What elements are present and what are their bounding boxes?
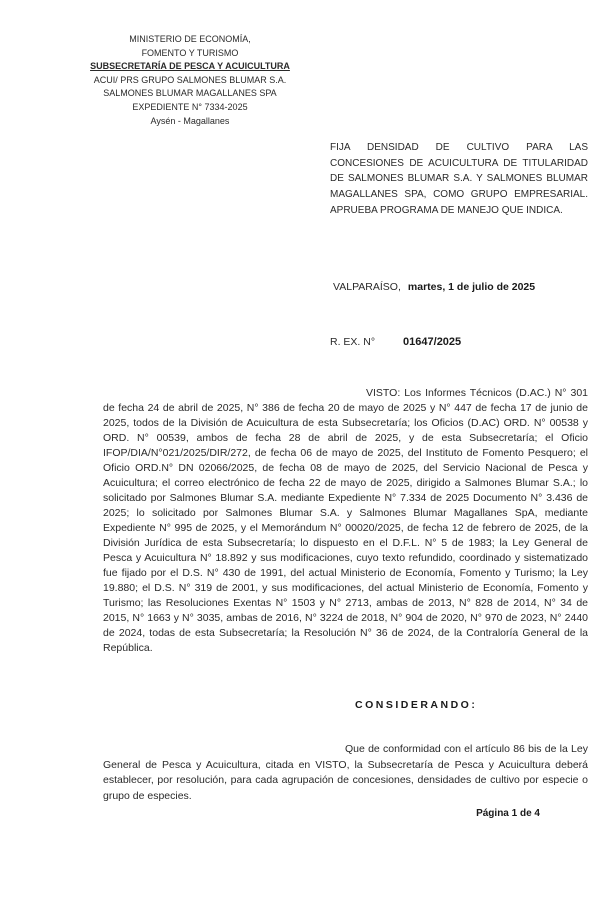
ministry-line-2: FOMENTO Y TURISMO [141,47,239,58]
resolution-subject: FIJA DENSIDAD DE CULTIVO PARA LAS CONCESIONES DE ACUICULTURA DE TITULARIDAD DE SALMONES BLUMAR S.A. Y SALMONES BLUMAR MAGALLANES SPA, COMO GRUPO EMPRESARIAL. APRUEBA PROGRAMA DE MANEJO QUE INDICA. [330,142,588,216]
subsecretaria-line: SUBSECRETARÍA DE PESCA Y ACUICULTURA [90,61,290,72]
place-label: VALPARAÍSO, [333,281,401,293]
dateline [333,281,535,293]
acui-group-line: ACUI/ PRS GRUPO SALMONES BLUMAR S.A. [93,74,287,85]
date-value: martes, 1 de julio de 2025 [407,281,536,293]
resolution-number-line [330,336,461,348]
expediente-line: EXPEDIENTE N° 7334-2025 [132,101,248,112]
company-line: SALMONES BLUMAR MAGALLANES SPA [103,88,277,99]
ministry-line: MINISTERIO DE ECONOMÍA, [129,34,251,44]
resolution-number: 01647/2025 [403,336,462,348]
visto-paragraph: VISTO: Los Informes Técnicos (D.AC.) N° 301 de fecha 24 de abril de 2025, N° 386 de fecha 20 de mayo de 2025 y N° 447 de fecha 17 de junio de 2025, todos de la División de Acuicultura de esta Subsecretaría; los Oficios (D.AC) ORD. N° 00538 y ORD. N° 00539, ambos de fecha 28 de abril de 2025, y de esta Subsecretaría; el Oficio IFOP/DIA/N°021/2025/DIR/272, de fecha 06 de mayo de 2025, del Instituto de Fomento Pesquero; el Oficio ORD.N° DN 02066/2025, de fecha 08 de mayo de 2025, del Servicio Nacional de Pesca y Acuicultura; el correo electrónico de fecha 22 de mayo de 2025, dirigido a Salmones Blumar S.A.; lo solicitado por Salmones Blumar S.A. mediante Expediente N° 7.334 de 2025 Documento N° 3.436 de 2025; lo solicitado por Salmones Blumar S.A. y Salmones Blumar Magallanes SpA, mediante Expediente N° 995 de 2025, y el Memorándum N° 00020/2025, de fecha 12 de febrero de 2025, de la División Jurídica de esta Subsecretaría; lo dispuesto en el D.F.L. N° 5 de 1983; la Ley General de Pesca y Acuicultura N° 18.892 y sus modificaciones, cuyo texto refundido, coordinado y sistematizado fue fijado por el D.S. N° 430 de 1991, del actual Ministerio de Economía, Fomento y Turismo; la Ley 19.880; el D.S. N° 319 de 2001, y sus modificaciones, del actual Ministerio de Economía, Fomento y Turismo; las Resoluciones Exentas N° 1503 y N° 2713, ambas de 2013, N° 828 de 2014, N° 34 de 2015, N° 1663 y N° 3035, ambas de 2016, N° 3224 de 2018, N° 904 de 2020, N° 970 de 2023, N° 2440 de 2024, todas de esta Subsecretaría; la Resolución N° 36 de 2024, de la Contraloría General de la República. [103,387,588,654]
letterhead [40,33,340,128]
page-number: Página 1 de 4 [476,808,540,819]
regions-line: Aysén - Magallanes [150,115,230,126]
considerando-heading: CONSIDERANDO: [355,699,478,711]
resolution-label: R. EX. N° [330,336,376,348]
considerando-paragraph: Que de conformidad con el artículo 86 bis de la Ley General de Pesca y Acuicultura, citada en VISTO, la Subsecretaría de Pesca y Acuicultura deberá establecer, por resolución, para cada agrupación de concesiones, densidades de cultivo por especie o grupo de especies. [103,743,588,802]
